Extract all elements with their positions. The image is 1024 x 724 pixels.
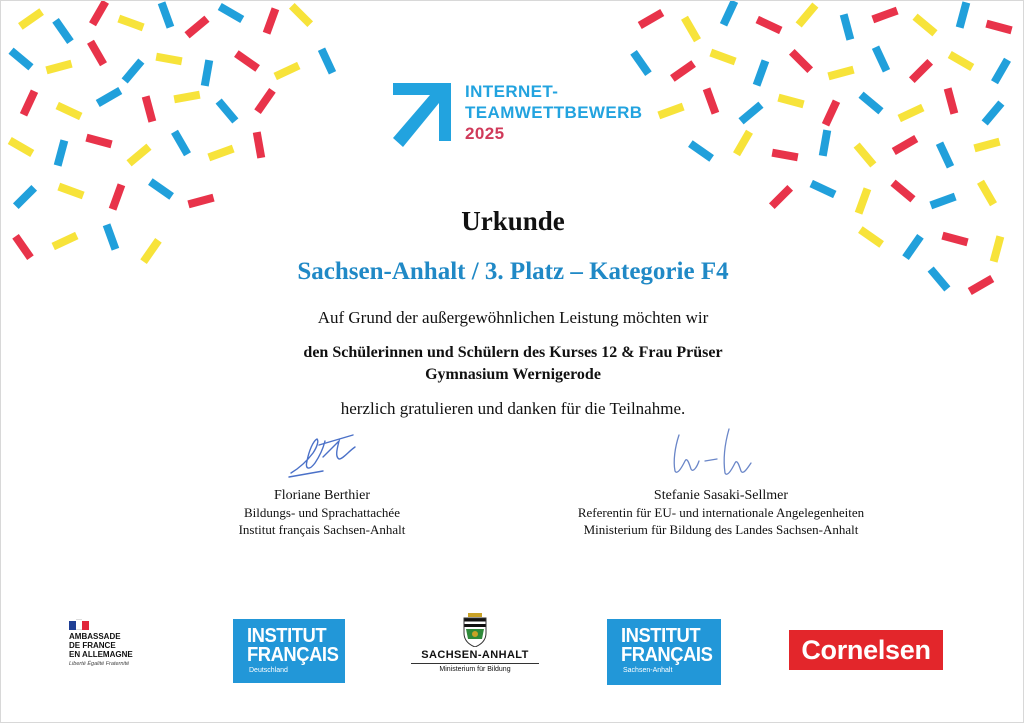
confetti-piece [218,3,245,23]
confetti-piece [630,50,651,76]
confetti-piece [681,16,701,43]
confetti-piece [670,60,696,81]
confetti-piece [253,132,265,159]
thanks-text: herzlich gratulieren und danken für die Teilnahme. [340,399,686,418]
logo-institut-francais-sachsen-anhalt: INSTITUT FRANÇAIS Sachsen-Anhalt [607,619,721,685]
confetti-piece [709,49,736,65]
confetti-piece [56,102,83,120]
confetti-piece [720,1,738,26]
confetti-piece [796,2,819,27]
confetti-piece [142,95,156,122]
signature-block-left [191,487,453,538]
confetti-piece [207,145,234,161]
signer-organization: Ministerium für Bildung des Landes Sachsen-Anhalt [583,522,859,537]
signer-role: Referentin für EU- und internationale Angelegenheiten [577,505,865,520]
confetti-piece [117,15,144,31]
confetti-piece [18,8,44,29]
confetti-piece [254,88,275,114]
confetti-piece [985,20,1012,34]
confetti-piece [753,59,769,86]
confetti-piece [638,9,665,29]
confetti-piece [858,92,883,115]
confetti-piece [122,58,145,83]
confetti-piece [909,59,933,83]
confetti-piece [52,18,73,44]
certificate-subtitle: Sachsen-Anhalt / 3. Platz – Kategorie F4 [297,258,729,285]
logo-cornelsen: Cornelsen [789,630,943,670]
confetti-piece [977,180,997,207]
confetti-piece [8,48,33,71]
confetti-piece [234,50,260,71]
signature-block-right [541,487,901,538]
confetti-piece [777,94,804,108]
confetti-piece [973,138,1000,152]
confetti-piece [733,130,753,157]
confetti-piece [872,46,890,73]
signature-scribble-right [665,425,775,481]
recipient-line-2: Gymnasium Wernigerode [425,366,601,383]
recipient-line-1: den Schülerinnen und Schülern des Kurses 12 & Frau Prüser [303,344,723,361]
confetti-piece [174,91,201,103]
french-flag-icon [69,619,89,628]
arrow-up-right-icon [389,81,459,153]
logo-line-2: TEAMWETTBEWERB [465,103,643,122]
confetti-piece [827,66,854,80]
signer-organization: Institut français Sachsen-Anhalt [238,522,406,537]
certificate-title: Urkunde [461,206,565,236]
intro-text: Auf Grund der außergewöhnlichen Leistung möchten wir [317,308,709,327]
logo-line-1: INTERNET- [465,82,559,101]
confetti-piece [948,51,975,71]
confetti-piece [772,149,799,161]
confetti-piece [87,40,107,67]
logo-text [465,81,642,144]
signer-role: Bildungs- und Sprachattachée [244,505,400,520]
confetti-piece [12,234,33,260]
logo-institut-francais-deutschland: INSTITUT FRANÇAIS Deutschland [233,619,345,683]
confetti-piece [890,180,915,203]
confetti-piece [991,58,1011,85]
signer-name: Floriane Berthier [273,488,371,503]
confetti-piece [274,62,301,80]
confetti-piece [184,16,209,39]
confetti-piece [822,100,840,127]
confetti-piece [854,142,877,167]
confetti-piece [96,87,123,107]
confetti-piece [982,100,1005,125]
confetti-piece [657,103,684,119]
confetti-piece [318,48,336,75]
confetti-piece [45,60,72,74]
signature-scribble-left [283,431,363,479]
confetti-piece [148,178,174,199]
logo-ambassade-de-france: AMBASSADE DE FRANCE EN ALLEMAGNE Liberté Égalité Fraternité [69,619,189,679]
confetti-piece [263,7,279,34]
coat-of-arms-icon [462,613,488,647]
confetti-piece [738,102,763,125]
confetti-piece [789,49,813,73]
confetti-piece [89,1,109,26]
confetti-piece [703,87,719,114]
confetti-piece [840,13,854,40]
confetti-piece [756,16,783,34]
confetti-piece [871,7,898,23]
confetti-piece [156,53,183,65]
confetti-piece [898,104,925,122]
confetti-piece [8,137,35,157]
confetti-piece [944,87,958,114]
confetti-piece [216,98,239,123]
confetti-piece [956,1,970,28]
confetti-piece [289,3,313,27]
confetti-piece [54,139,68,166]
confetti-piece [85,134,112,148]
confetti-piece [57,183,84,199]
confetti-piece [201,60,213,87]
confetti-piece [912,14,937,37]
confetti-piece [20,90,38,117]
confetti-piece [126,144,151,167]
logo-sachsen-anhalt: SACHSEN-ANHALT Ministerium für Bildung [411,613,539,685]
confetti-piece [936,142,954,169]
confetti-piece [158,1,174,28]
confetti-piece [171,130,191,157]
competition-logo [389,81,659,159]
signer-name: Stefanie Sasaki-Sellmer [653,488,789,503]
confetti-piece [902,234,923,260]
confetti-piece [810,180,837,198]
confetti-piece [688,140,714,161]
confetti-piece [892,135,919,155]
confetti-piece [819,130,831,157]
logo-year: 2025 [465,124,505,143]
